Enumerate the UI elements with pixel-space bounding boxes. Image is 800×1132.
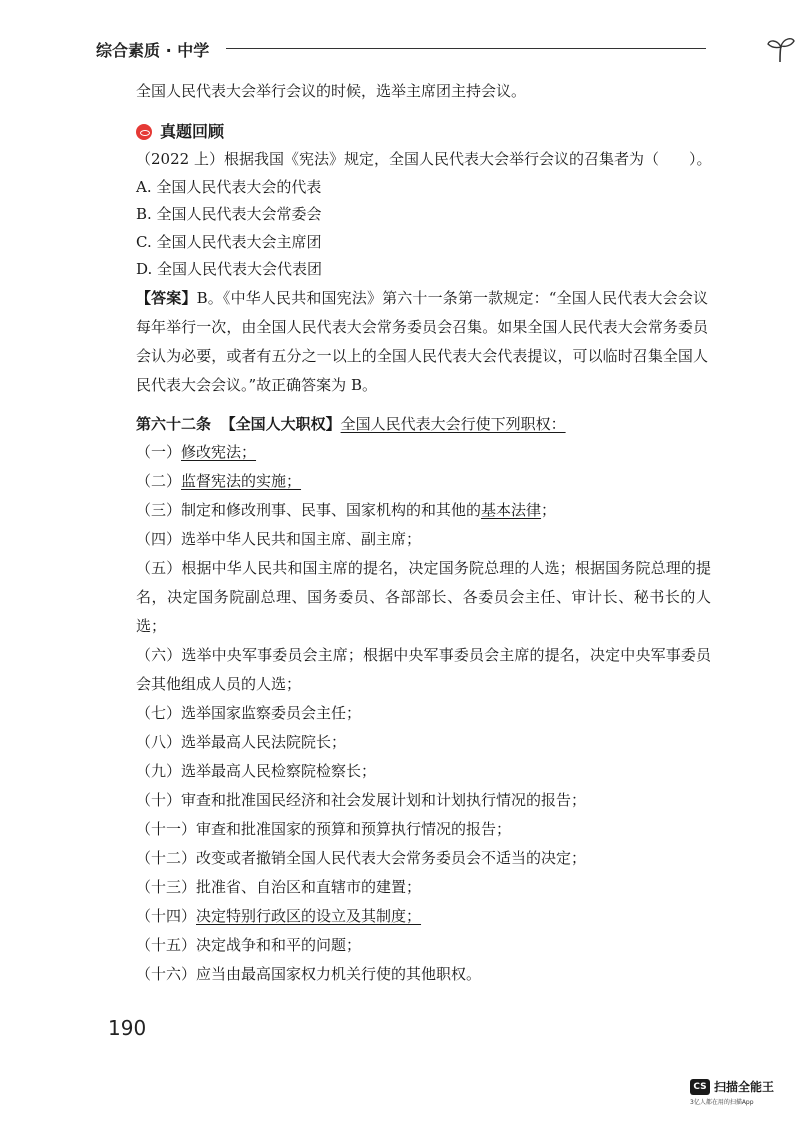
list-item: （七）选举国家监察委员会主任； (136, 703, 362, 722)
answer-paragraph (136, 284, 708, 400)
list-item: （六）选举中央军事委员会主席；根据中央军事委员会主席的提名，决定中央军事委员会其他组成人员的人选； (136, 645, 711, 693)
option-b: B. 全国人民代表大会常委会 (136, 205, 322, 223)
list-item: （十二）改变或者撤销全国人民代表大会常务委员会不适当的决定； (136, 848, 587, 867)
option-d: D. 全国人民代表大会代表团 (136, 260, 323, 278)
answer-text: B。《中华人民共和国宪法》第六十一条第一款规定：“全国人民代表大会会议每年举行一次，由全国人民代表大会常务委员会召集。如果全国人民代表大会常务委员会认为必要，或者有五分之一以上的全国人民代表大会代表提议，可以临时召集全国人民代表大会会议。”故正确答案为 B。 (136, 288, 708, 394)
scanner-watermark (690, 1078, 790, 1106)
page-number: 190 (108, 1016, 147, 1040)
option-c: C. 全国人民代表大会主席团 (136, 232, 322, 251)
exam-question: （2022 上）根据我国《宪法》规定，全国人民代表大会举行会议的召集者为（ ）。 (136, 150, 712, 168)
article-heading (136, 410, 716, 438)
scanner-name: 扫描全能王 (714, 1080, 775, 1094)
list-item: （一）修改宪法； (136, 442, 257, 461)
exam-review-heading (136, 118, 716, 146)
exam-review-title: 真题回顾 (160, 122, 225, 141)
camscanner-logo-icon: CS (690, 1079, 710, 1095)
page-body (136, 78, 716, 989)
list-item: （十六）应当由最高国家权力机关行使的其他职权。 (136, 964, 482, 983)
list-item: （三）制定和修改刑事、民事、国家机构的和其他的基本法律； (136, 500, 557, 519)
header-rule (226, 48, 706, 49)
list-item: （十四）决定特别行政区的设立及其制度； (136, 906, 422, 925)
answer-label: 【答案】 (136, 288, 197, 307)
header-title: 综合素质 · 中学 (96, 41, 210, 60)
scanner-tagline: 3亿人都在用的扫描App (690, 1099, 754, 1106)
intro-line: 全国人民代表大会举行会议的时候，选举主席团主持会议。 (136, 82, 527, 100)
list-item: （十一）审查和批准国家的预算和预算执行情况的报告； (136, 819, 512, 838)
list-item: （五）根据中华人民共和国主席的提名，决定国务院总理的人选；根据国务院总理的提名，决定国务院副总理、国务委员、各部部长、各委员会主任、审计长、秘书长的人选； (136, 558, 711, 635)
list-item: （十）审查和批准国民经济和社会发展计划和计划执行情况的报告； (136, 790, 587, 809)
list-item: （二）监督宪法的实施； (136, 471, 302, 490)
article-tag: 【全国人大职权】 (220, 414, 341, 433)
article-number: 第六十二条 (136, 414, 212, 433)
list-item: （四）选举中华人民共和国主席、副主席； (136, 529, 422, 548)
page-header (96, 30, 716, 66)
list-item: （八）选举最高人民法院院长； (136, 732, 347, 751)
list-item: （十三）批准省、自治区和直辖市的建置； (136, 877, 422, 896)
article-lead: 全国人民代表大会行使下列职权： (340, 414, 566, 433)
option-a: A. 全国人民代表大会的代表 (136, 177, 322, 196)
list-item: （十五）决定战争和和平的问题； (136, 935, 362, 954)
list-item: （九）选举最高人民检察院检察长； (136, 761, 377, 780)
exam-badge-icon (136, 124, 152, 140)
sprout-icon (766, 36, 796, 62)
